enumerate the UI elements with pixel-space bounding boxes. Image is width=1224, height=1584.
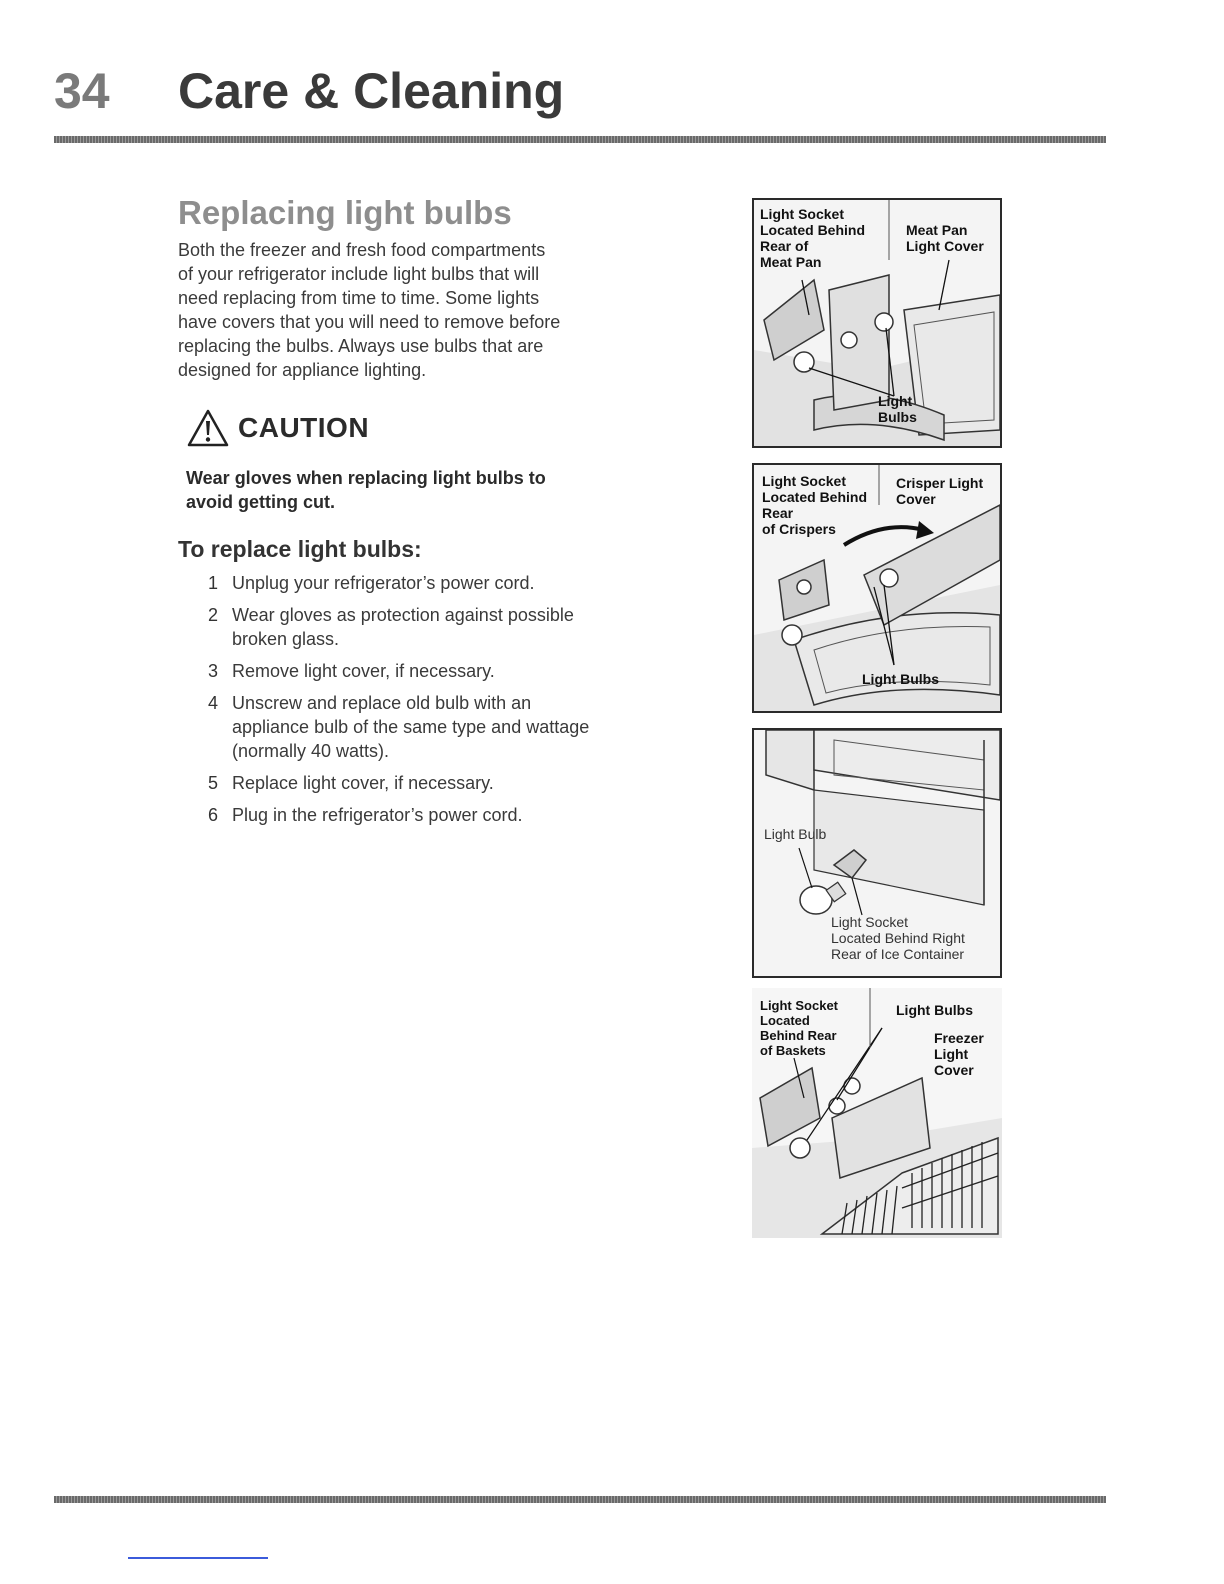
footer-rule: [54, 1496, 1106, 1503]
step-item: [178, 659, 648, 683]
section-heading: Replacing light bulbs: [178, 194, 512, 231]
crisper-light-figure: [752, 463, 1002, 713]
step-item: [178, 603, 648, 651]
step-item: [178, 571, 648, 595]
intro-line: have covers that you will need to remove before: [178, 312, 561, 332]
caution-line: Wear gloves when replacing light bulbs to: [186, 468, 546, 488]
intro-line: of your refrigerator include light bulbs that will: [178, 264, 540, 284]
light-bulb-label: Light Bulb: [764, 826, 827, 842]
step-text: Replace light cover, if necessary.: [232, 773, 494, 793]
caution-label: CAUTION: [238, 412, 370, 443]
freezer-cover-label: Freezer Light Cover: [934, 1030, 984, 1078]
intro-line: Both the freezer and fresh food compartments: [178, 240, 546, 260]
step-number: 4: [207, 693, 218, 713]
page-number: 34: [54, 63, 110, 119]
step-item: [178, 691, 648, 763]
caution-text: [186, 466, 648, 514]
step-number: 3: [207, 661, 218, 681]
light-socket-label: Light Socket Located Behind Rear of Meat Pan: [760, 206, 866, 270]
warning-triangle-icon: [186, 408, 230, 448]
light-socket-label: Light Socket Located Behind Rear of Baskets: [760, 998, 839, 1058]
light-socket-label: Light Socket Located Behind Rear of Crispers: [762, 473, 868, 537]
light-bulbs-label: Light Bulbs: [862, 671, 939, 687]
caution-line: avoid getting cut.: [186, 492, 336, 512]
step-item: [178, 803, 648, 827]
step-number: 2: [207, 605, 218, 625]
freezer-light-figure: [752, 988, 1002, 1238]
step-number: 1: [207, 573, 218, 593]
instructions-column: [178, 194, 648, 835]
intro-paragraph: [178, 238, 648, 382]
step-text: Plug in the refrigerator’s power cord.: [232, 805, 523, 825]
step-text: Unscrew and replace old bulb with an appliance bulb of the same type and wattage (normally 40 watts).: [232, 693, 590, 761]
procedure-heading: To replace light bulbs:: [178, 536, 422, 562]
step-number: 6: [207, 805, 218, 825]
steps-list: [178, 571, 648, 827]
step-text: Wear gloves as protection against possible broken glass.: [232, 605, 574, 649]
step-text: Remove light cover, if necessary.: [232, 661, 495, 681]
step-text: Unplug your refrigerator’s power cord.: [232, 573, 535, 593]
intro-line: need replacing from time to time. Some lights: [178, 288, 540, 308]
step-item: [178, 771, 648, 795]
light-bulbs-label: Light Bulbs: [878, 393, 917, 425]
meat-pan-light-figure: [752, 198, 1002, 448]
intro-line: replacing the bulbs. Always use bulbs that are: [178, 336, 544, 356]
ice-container-light-figure: [752, 728, 1002, 978]
footer-link-underline: [128, 1557, 268, 1559]
caution-header: [186, 408, 648, 448]
light-socket-label: Light Socket Located Behind Right Rear of Ice Container: [831, 914, 965, 962]
intro-line: designed for appliance lighting.: [178, 360, 427, 380]
page-title: Care & Cleaning: [178, 63, 565, 119]
step-number: 5: [207, 773, 218, 793]
header-rule: [54, 136, 1106, 143]
crisper-cover-label: Crisper Light Cover: [896, 475, 984, 507]
meat-pan-cover-label: Meat Pan Light Cover: [906, 222, 984, 254]
light-bulbs-label: Light Bulbs: [896, 1002, 973, 1018]
